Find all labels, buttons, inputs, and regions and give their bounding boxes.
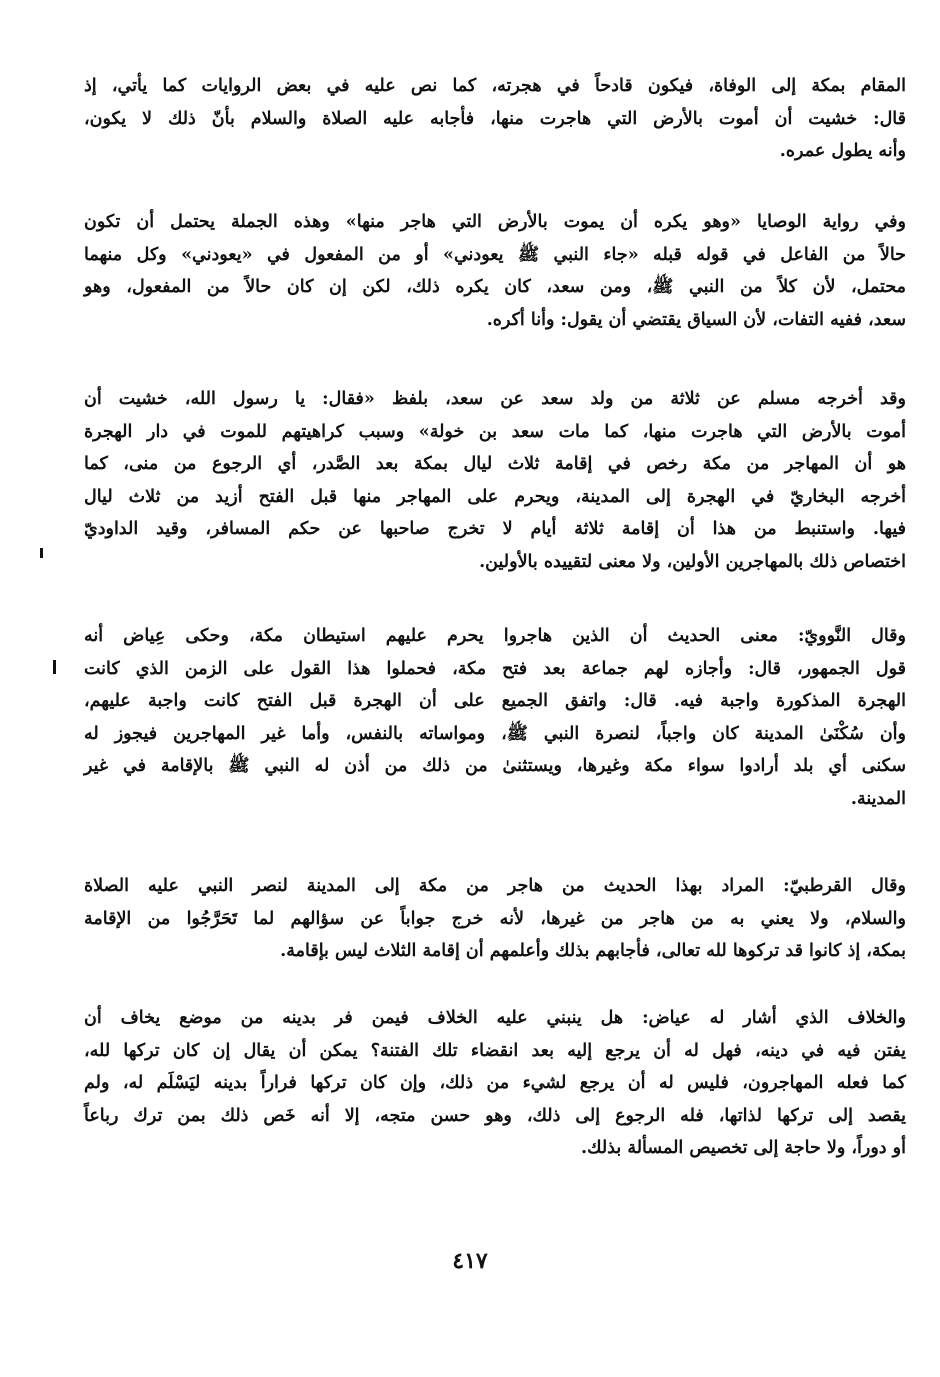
text-line: يفتن فيه في دينه، فهل له أن يرجع إليه بعد انقضاء تلك الفتنة؟ يمكن أن يقال إن كان تركها لله، — [84, 1040, 906, 1061]
text-line: يقصد إلى تركها لذاتها، فله الرجوع إلى ذلك، وهو حسن متجه، إلا أنه خَص ذلك بمن ترك رباعاً — [84, 1105, 906, 1126]
text-line: حالاً من الفاعل في قوله قبله «جاء النبي ﷺ يعودني» أو من المفعول في «يعودني» وكل منهما — [84, 244, 906, 265]
text-line: فيها. واستنبط من هذا أن إقامة ثلاثة أيام لا تخرج صاحبها عن حكم المسافر، وقيد الداوديّ — [84, 519, 906, 539]
paragraph-3 — [84, 383, 906, 578]
text-line: أو دوراً، ولا حاجة إلى تخصيص المسألة بذلك. — [581, 1138, 906, 1158]
paragraph-6 — [84, 1002, 906, 1165]
text-line: أخرجه البخاريّ في الهجرة إلى المدينة، ويحرم على المهاجر منها قبل الفتح أزيد من ثلاث ليال — [84, 486, 906, 507]
paragraph-5 — [84, 870, 906, 968]
text-line: والخلاف الذي أشار له عياض: هل ينبني عليه الخلاف فيمن فر بدينه من موضع يخاف أن — [84, 1008, 906, 1028]
text-line: سعد، ففيه التفات، لأن السياق يقتضي أن يقول: وأنا أكره. — [486, 309, 906, 330]
text-line: الهجرة المذكورة واجبة فيه. قال: واتفق الجميع على أن الهجرة قبل الفتح كانت واجبة عليهم، — [84, 691, 906, 711]
text-line: اختصاص ذلك بالمهاجرين الأولين، ولا معنى لتقييده بالأولين. — [479, 551, 906, 572]
text-line: وقال القرطبيّ: المراد بهذا الحديث من هاجر من مكة إلى المدينة لنصر النبي عليه الصلاة — [84, 876, 906, 896]
paragraph-2 — [84, 206, 906, 336]
text-line: كما فعله المهاجرون، فليس له أن يرجع لشيء من ذلك، وإن كان تركها فراراً بدينه ليَسْلَم له، ولم — [84, 1073, 906, 1093]
text-line: سكنى أي بلد أرادوا سواء مكة وغيرها، ويستثنىٰ من ذلك من أذن له النبي ﷺ بالإقامة في غير — [84, 756, 906, 776]
text-line: وقال النَّوويّ: معنى الحديث أن الذين هاجروا يحرم عليهم استيطان مكة، وحكى عِياض أنه — [84, 626, 906, 646]
paragraph-1 — [84, 70, 906, 168]
scan-mark — [40, 548, 43, 558]
text-line: وأن سُكْنَىٰ المدينة كان واجباً، لنصرة النبي ﷺ، ومواساته بالنفس، وأما غير المهاجرين فيجوز له — [84, 723, 906, 744]
page-number: ٤١٧ — [452, 1248, 488, 1274]
text-line: هو أن المهاجر من مكة رخص في إقامة ثلاث ليال بمكة بعد الصَّدر، أي الرجوع من منى، كما — [84, 454, 906, 474]
paragraph-4 — [84, 620, 906, 815]
text-line: المدينة. — [850, 788, 906, 809]
text-line: والسلام، ولا يعني به من هاجر من غيرها، لأنه خرج جواباً عن سؤالهم لما تَحَرَّجُوا من الإقامة — [84, 908, 906, 929]
text-line: قال: خشيت أن أموت بالأرض التي هاجرت منها، فأجابه عليه الصلاة والسلام بأنّ ذلك لا يكون، — [84, 108, 906, 129]
text-line: بمكة، إذ كانوا قد تركوها لله تعالى، فأجابهم بذلك وأعلمهم أن إقامة الثلاث ليس بإقامة. — [280, 941, 906, 961]
text-line: محتمل، لأن كلاً من النبي ﷺ، ومن سعد، كان يكره ذلك، لكن إن كان حالاً من المفعول، وهو — [84, 277, 906, 297]
text-line: أموت بالأرض التي هاجرت منها، كما مات سعد بن خولة» وسبب كراهيتهم للموت في دار الهجرة — [84, 421, 906, 442]
text-line: قول الجمهور، قال: وأجازه لهم جماعة بعد فتح مكة، فحملوا هذا القول على الزمن الذي كانت — [84, 658, 906, 679]
text-line: وقد أخرجه مسلم عن ثلاثة من ولد سعد عن سعد، بلفظ «فقال: يا رسول الله، خشيت أن — [84, 389, 906, 409]
scan-mark — [53, 660, 56, 674]
text-line: وفي رواية الوصايا «وهو يكره أن يموت بالأرض التي هاجر منها» وهذه الجملة يحتمل أن تكون — [84, 212, 906, 232]
text-line: وأنه يطول عمره. — [779, 141, 906, 161]
text-line: المقام بمكة إلى الوفاة، فيكون قادحاً في هجرته، كما نص عليه في بعض الروايات كما يأتي، إذ — [84, 76, 906, 96]
